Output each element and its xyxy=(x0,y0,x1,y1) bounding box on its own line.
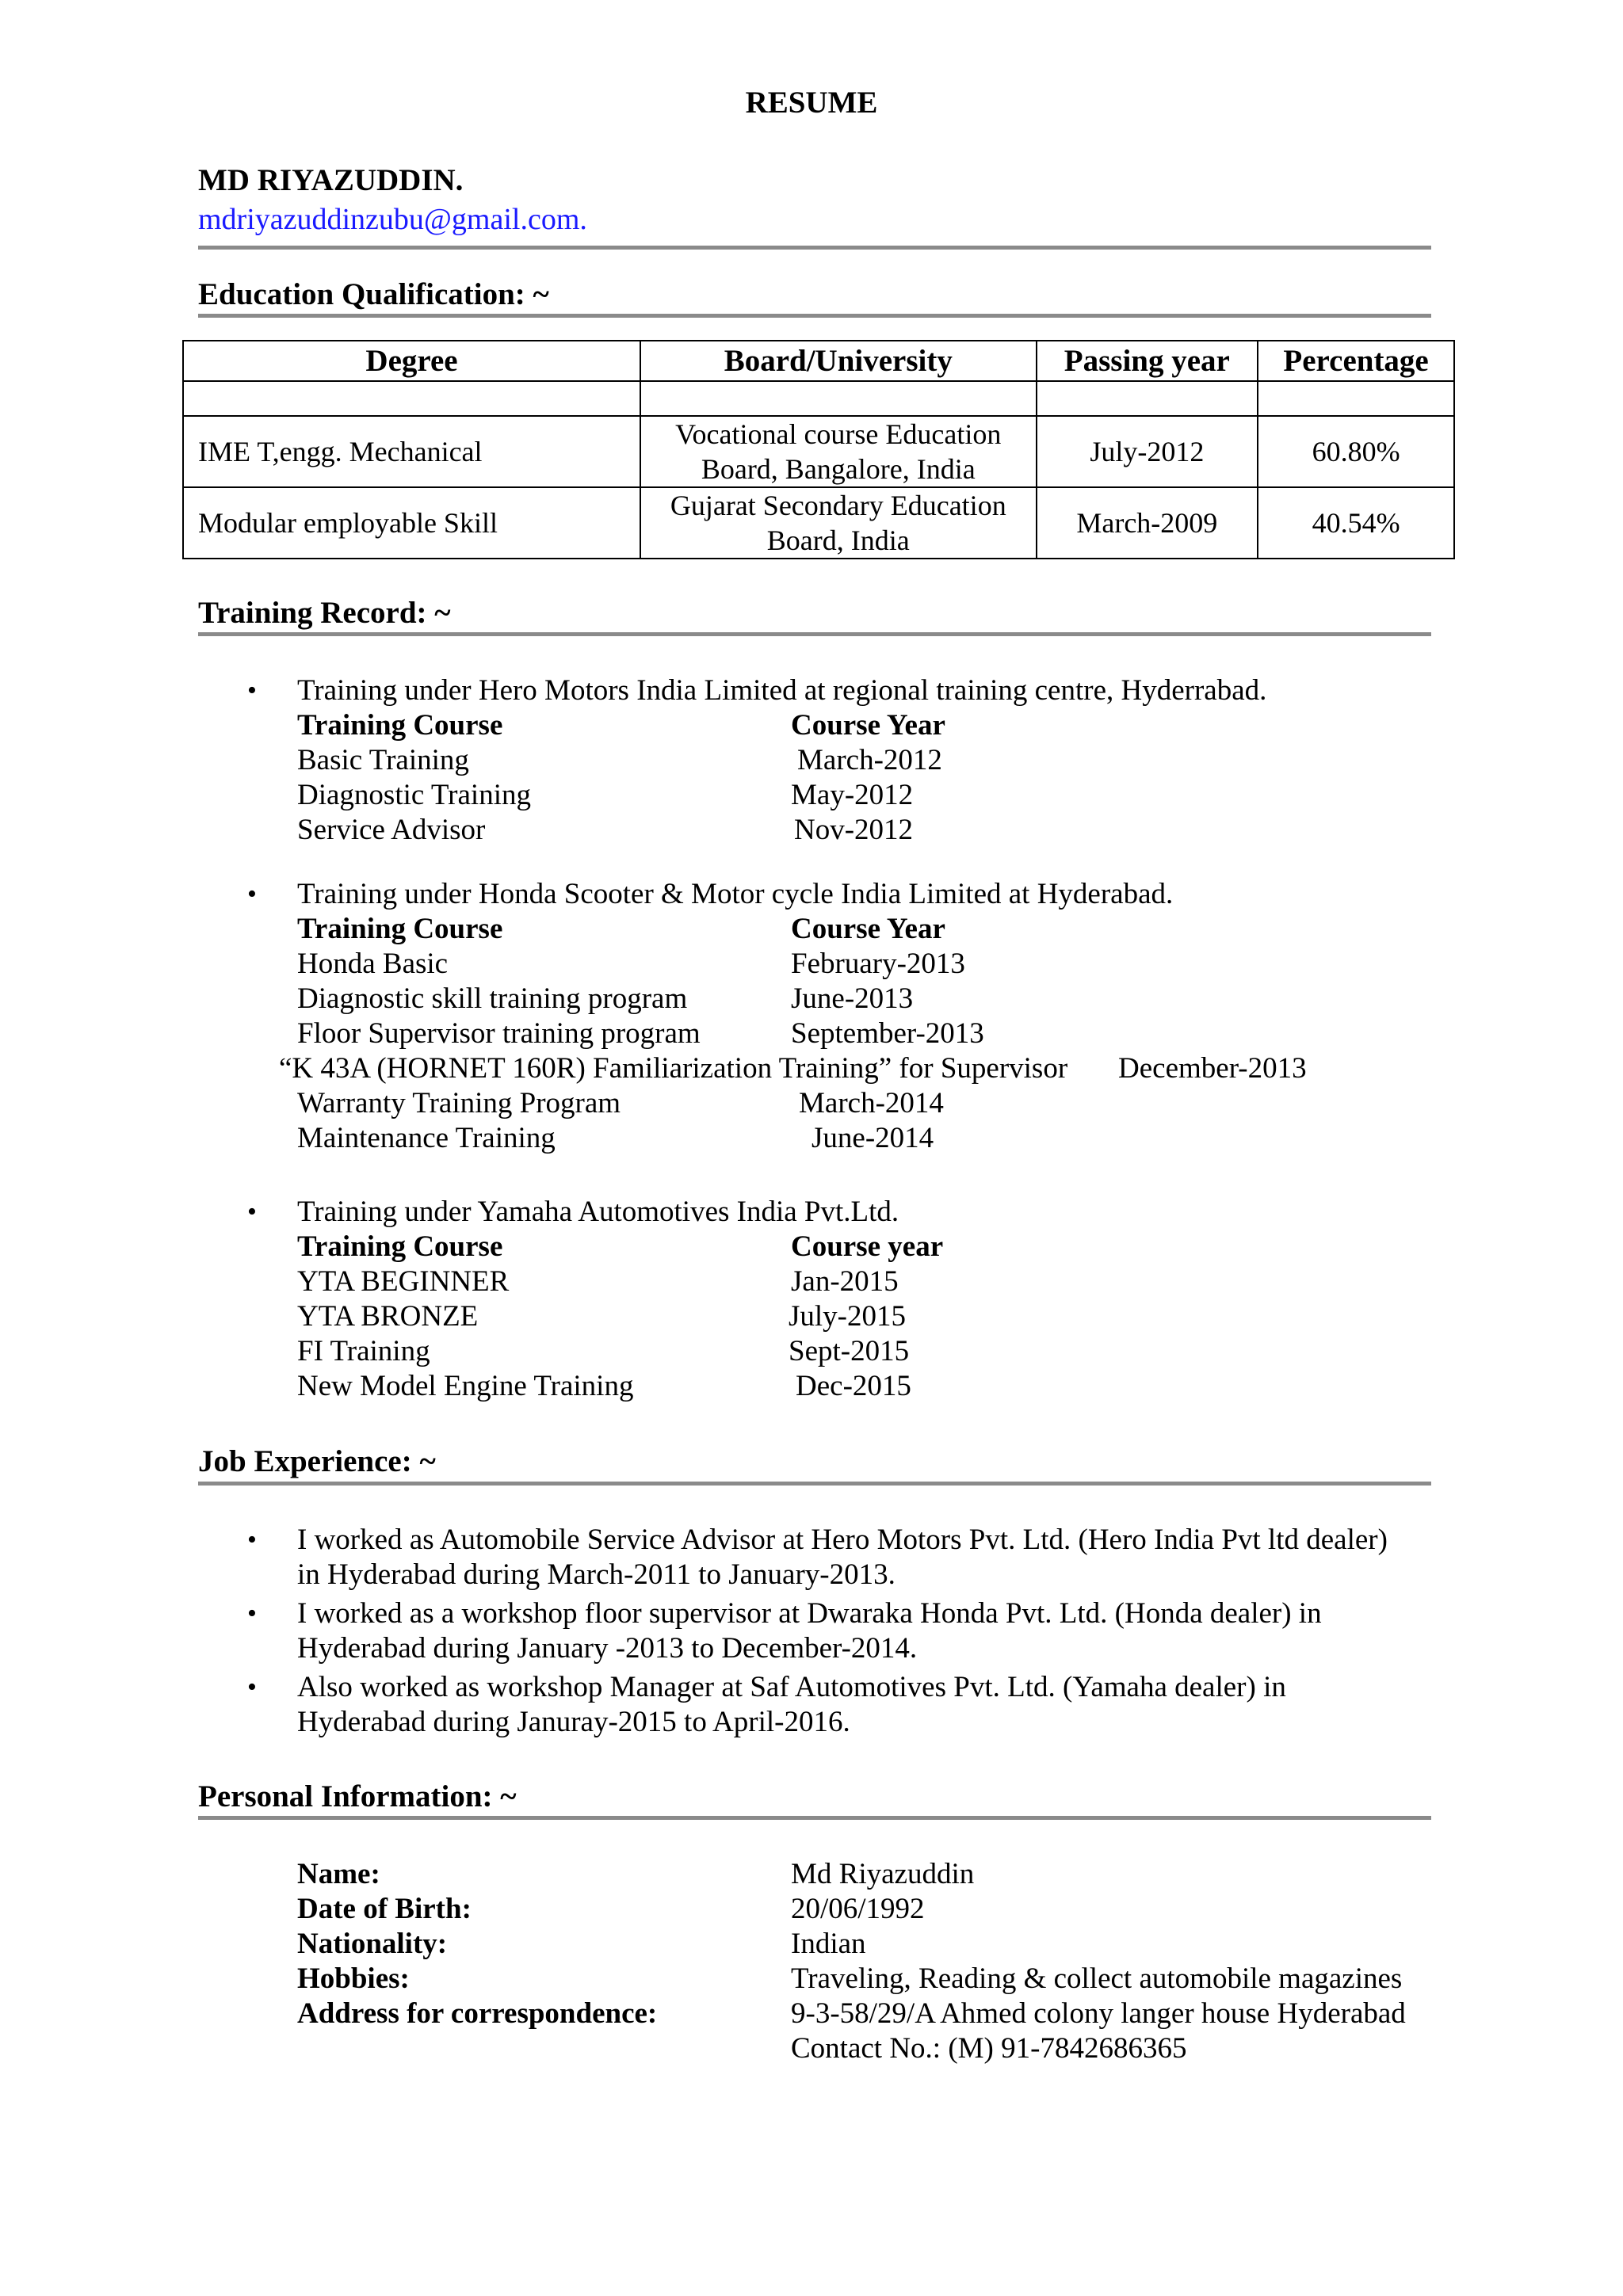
training-intro: Training under Honda Scooter & Motor cycle India Limited at Hyderabad. xyxy=(297,878,1174,910)
training-course: Diagnostic Training xyxy=(297,779,531,811)
table-row xyxy=(183,416,1454,487)
experience-line: in Hyderabad during March-2011 to January-2013. xyxy=(297,1558,896,1591)
field-value: Traveling, Reading & collect automobile magazines xyxy=(791,1962,1403,1995)
bullet-icon: • xyxy=(247,1599,257,1628)
table-header-row xyxy=(183,341,1454,381)
board-line: Vocational course Education xyxy=(675,418,1002,450)
board-cell xyxy=(640,487,1036,559)
board-line: Gujarat Secondary Education xyxy=(670,490,1006,521)
bullet-icon: • xyxy=(247,1197,257,1226)
percentage-cell: 40.54% xyxy=(1258,487,1454,559)
header-board: Board/University xyxy=(640,341,1036,381)
training-year: Dec-2015 xyxy=(796,1370,911,1402)
experience-line: Hyderabad during January -2013 to December-2014. xyxy=(297,1632,918,1665)
col-course-year: Course Year xyxy=(791,709,945,742)
field-value: Md Riyazuddin xyxy=(791,1858,975,1890)
col-training-course: Training Course xyxy=(297,709,503,742)
training-course: Service Advisor xyxy=(297,814,486,846)
training-intro: Training under Yamaha Automotives India Pvt.Ltd. xyxy=(297,1196,899,1228)
contact-number: Contact No.: (M) 91-7842686365 xyxy=(791,2032,1187,2065)
education-table xyxy=(182,340,1455,559)
experience-line: Also worked as workshop Manager at Saf Automotives Pvt. Ltd. (Yamaha dealer) in xyxy=(297,1671,1286,1703)
field-value: 20/06/1992 xyxy=(791,1893,925,1925)
board-cell xyxy=(640,416,1036,487)
experience-line: Hyderabad during Januray-2015 to April-2016. xyxy=(297,1706,850,1738)
training-course: New Model Engine Training xyxy=(297,1370,634,1402)
training-year: June-2014 xyxy=(812,1122,934,1154)
col-training-course: Training Course xyxy=(297,913,503,945)
training-year: Nov-2012 xyxy=(794,814,914,846)
email-link[interactable]: mdriyazuddinzubu@gmail.com. xyxy=(198,203,587,236)
training-year: March-2012 xyxy=(797,744,942,776)
training-year: February-2013 xyxy=(791,948,965,980)
training-course: Floor Supervisor training program xyxy=(297,1017,701,1050)
personal-heading: Personal Information: ~ xyxy=(198,1779,517,1814)
training-course: YTA BEGINNER xyxy=(297,1265,510,1298)
field-label: Date of Birth: xyxy=(297,1893,472,1925)
training-course: YTA BRONZE xyxy=(297,1300,479,1333)
training-course: FI Training xyxy=(297,1335,430,1367)
training-year: May-2012 xyxy=(791,779,914,811)
board-line: Board, India xyxy=(766,524,910,556)
table-row-blank xyxy=(183,381,1454,416)
divider xyxy=(198,1482,1431,1486)
divider xyxy=(198,632,1431,636)
field-label: Hobbies: xyxy=(297,1962,410,1995)
training-intro: Training under Hero Motors India Limited at regional training centre, Hyderrabad. xyxy=(297,674,1267,707)
education-heading: Education Qualification: ~ xyxy=(198,277,549,311)
bullet-icon: • xyxy=(247,676,257,705)
experience-line: I worked as Automobile Service Advisor at Hero Motors Pvt. Ltd. (Hero India Pvt ltd dealer) xyxy=(297,1524,1388,1556)
training-year: March-2014 xyxy=(799,1087,944,1119)
header-passing-year: Passing year xyxy=(1037,341,1258,381)
training-course: Basic Training xyxy=(297,744,469,776)
degree-cell: Modular employable Skill xyxy=(183,487,640,559)
field-label: Name: xyxy=(297,1858,380,1890)
training-year: July-2015 xyxy=(789,1300,906,1333)
bullet-icon: • xyxy=(247,879,257,909)
col-course-year: Course Year xyxy=(791,913,945,945)
training-course: Diagnostic skill training program xyxy=(297,982,688,1015)
training-year: Jan-2015 xyxy=(791,1265,899,1298)
col-course-year: Course year xyxy=(791,1230,944,1263)
experience-line: I worked as a workshop floor supervisor at Dwaraka Honda Pvt. Ltd. (Honda dealer) in xyxy=(297,1597,1322,1630)
field-label: Address for correspondence: xyxy=(297,1997,658,2030)
year-cell: March-2009 xyxy=(1037,487,1258,559)
board-line: Board, Bangalore, India xyxy=(701,453,976,485)
divider xyxy=(198,246,1431,250)
table-row xyxy=(183,487,1454,559)
divider xyxy=(198,1816,1431,1820)
candidate-name: MD RIYAZUDDIN. xyxy=(198,163,464,197)
training-year: December-2013 xyxy=(1118,1052,1307,1085)
document-title: RESUME xyxy=(745,86,878,120)
header-percentage: Percentage xyxy=(1258,341,1454,381)
experience-heading: Job Experience: ~ xyxy=(198,1444,436,1478)
training-year: September-2013 xyxy=(791,1017,984,1050)
training-course: Honda Basic xyxy=(297,948,449,980)
divider xyxy=(198,314,1431,318)
field-value: 9-3-58/29/A Ahmed colony langer house Hyderabad xyxy=(791,1997,1406,2030)
training-year: Sept-2015 xyxy=(789,1335,910,1367)
training-heading: Training Record: ~ xyxy=(198,596,451,630)
field-value: Indian xyxy=(791,1928,866,1960)
percentage-cell: 60.80% xyxy=(1258,416,1454,487)
training-course: Maintenance Training xyxy=(297,1122,556,1154)
field-label: Nationality: xyxy=(297,1928,448,1960)
training-course: “K 43A (HORNET 160R) Familiarization Training” for Supervisor xyxy=(279,1052,1068,1085)
training-course: Warranty Training Program xyxy=(297,1087,621,1119)
bullet-icon: • xyxy=(247,1672,257,1702)
bullet-icon: • xyxy=(247,1525,257,1554)
degree-cell: IME T,engg. Mechanical xyxy=(183,416,640,487)
col-training-course: Training Course xyxy=(297,1230,503,1263)
training-year: June-2013 xyxy=(791,982,914,1015)
year-cell: July-2012 xyxy=(1037,416,1258,487)
header-degree: Degree xyxy=(183,341,640,381)
